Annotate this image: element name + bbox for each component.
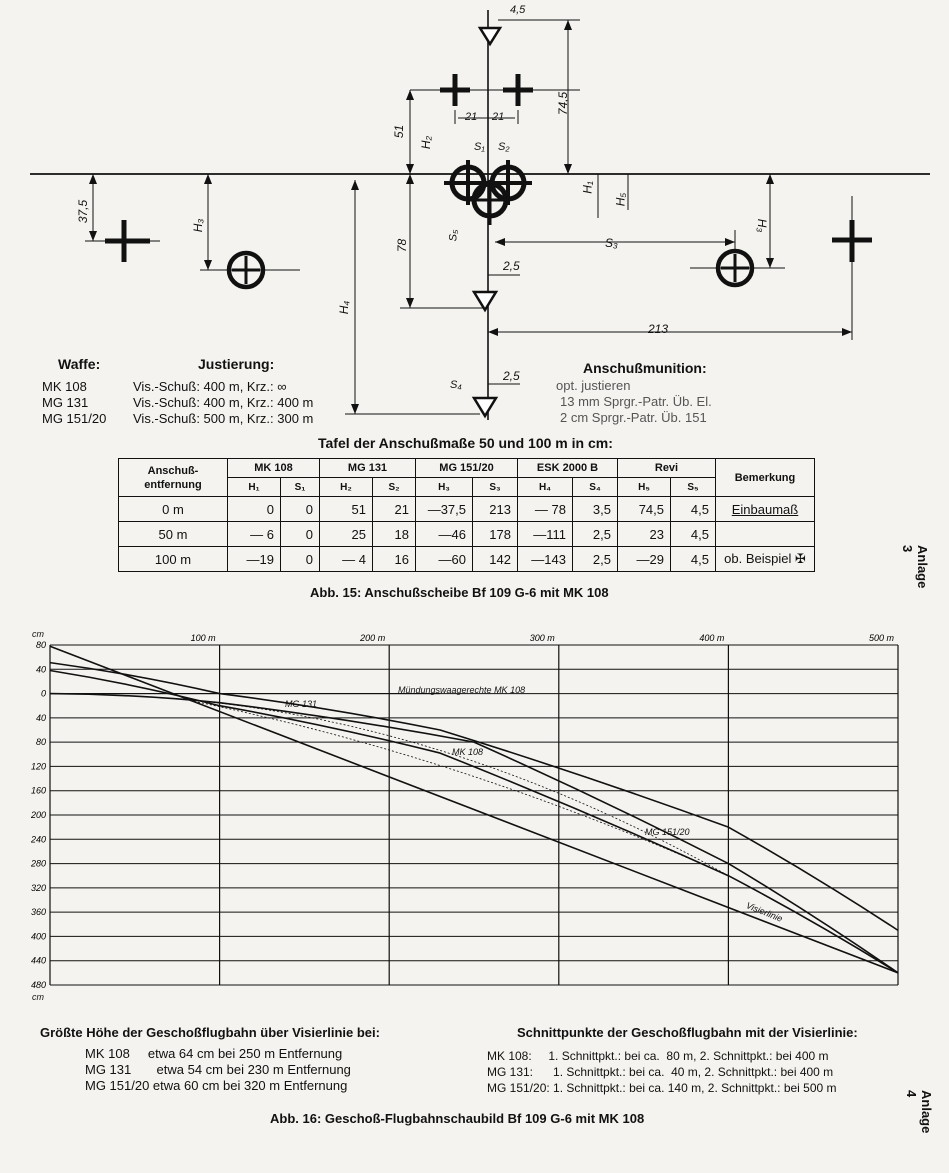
y-tick-label: 320	[30, 882, 46, 893]
crossing-item: MG 151/20: 1. Schnittpkt.: bei ca. 140 m, 2. Schnittpkt.: bei 500 m	[487, 1081, 837, 1095]
cell: 21	[373, 497, 416, 522]
table-title: Tafel der Anschußmaße 50 und 100 m in cm:	[318, 435, 613, 451]
subhead: H₂	[320, 478, 373, 497]
adjustment-item: Vis.-Schuß: 400 m, Krz.: 400 m	[133, 395, 314, 410]
x-tick-label: 400 m	[699, 633, 725, 643]
subhead: S₁	[281, 478, 320, 497]
cell: 2,5	[573, 547, 618, 572]
label-mg131: MG 131	[285, 699, 318, 709]
cell: —46	[416, 522, 473, 547]
anlage-4: Anlage 4	[904, 1090, 934, 1134]
row-remark	[716, 522, 815, 547]
cell: 18	[373, 522, 416, 547]
cell: 16	[373, 547, 416, 572]
y-tick-label: 400	[30, 931, 46, 942]
cell: —37,5	[416, 497, 473, 522]
weapon-item: MG 131	[42, 395, 89, 410]
group-head: MK 108	[228, 459, 320, 478]
row-distance: 100 m	[119, 547, 228, 572]
ammo-heading: Anschußmunition:	[583, 360, 707, 376]
cell: — 6	[228, 522, 281, 547]
cell: 0	[281, 522, 320, 547]
dim-s2: S₂	[498, 141, 510, 153]
x-tick-label: 300 m	[529, 633, 555, 643]
target-diagram	[0, 0, 949, 430]
y-tick-label: 200	[30, 810, 46, 820]
group-head: MG 151/20	[416, 459, 518, 478]
table-row	[119, 497, 815, 522]
cell: 0	[281, 497, 320, 522]
dim-78: 78	[395, 238, 410, 253]
subhead: S₂	[373, 478, 416, 497]
cell: —143	[518, 547, 573, 572]
peak-item: MK 108 etwa 64 cm bei 250 m Entfernung	[85, 1046, 343, 1061]
cell: —111	[518, 522, 573, 547]
peak-item: MG 131 etwa 54 cm bei 230 m Entfernung	[85, 1062, 351, 1077]
x-tick-label: 200 m	[360, 633, 386, 643]
label-mg151: MG 151/20	[645, 827, 690, 837]
row-remark: Einbaumaß	[716, 497, 815, 522]
subhead: H₅	[618, 478, 671, 497]
dim-h1: H₁	[580, 181, 595, 194]
dim-s4: S₄	[450, 379, 462, 391]
dim-2-5-mid: 2,5	[503, 259, 520, 273]
y-tick-label: 40	[35, 664, 46, 675]
col-distance-1: Anschuß-	[147, 464, 199, 477]
cell: 4,5	[671, 497, 716, 522]
y-tick-label: 0	[40, 688, 46, 699]
cell: —60	[416, 547, 473, 572]
series-mk-108	[50, 671, 898, 973]
dim-h3-right: H₃	[755, 218, 770, 233]
series-mg-151-20	[50, 694, 898, 973]
crossing-item: MG 131: 1. Schnittpkt.: bei ca. 40 m, 2. Schnittpkt.: bei 400 m	[487, 1065, 834, 1079]
dim-74-5: 74,5	[556, 91, 571, 116]
subhead: H₁	[228, 478, 281, 497]
ammo-item: 2 cm Sprgr.-Patr. Üb. 151	[560, 410, 707, 425]
y-tick-label: 120	[30, 761, 46, 772]
dim-213: 213	[648, 322, 669, 336]
caption-15: Abb. 15: Anschußscheibe Bf 109 G-6 mit MK 108	[310, 585, 609, 600]
dim-21-right: 21	[492, 111, 505, 123]
y-tick-label: 240	[30, 834, 46, 845]
cell: 3,5	[573, 497, 618, 522]
x-tick-label: 500 m	[868, 633, 894, 643]
anlage-3: Anlage 3	[900, 545, 930, 589]
cell: 74,5	[618, 497, 671, 522]
caption-16: Abb. 16: Geschoß-Flugbahnschaubild Bf 109 G-6 mit MK 108	[270, 1111, 645, 1126]
cell: 213	[473, 497, 518, 522]
dim-51: 51	[392, 124, 407, 139]
y-tick-label: 80	[35, 737, 46, 748]
y-tick-label: 40	[35, 712, 46, 723]
col-distance-2: entfernung	[144, 478, 202, 491]
dim-h4: H₄	[337, 300, 352, 315]
dim-h5: H₅	[613, 192, 628, 207]
peak-item: MG 151/20 etwa 60 cm bei 320 m Entfernung	[85, 1078, 348, 1093]
row-distance: 0 m	[119, 497, 228, 522]
group-head: Revi	[618, 459, 716, 478]
cell: — 4	[320, 547, 373, 572]
dim-s1: S₁	[474, 141, 485, 153]
adjustment-item: Vis.-Schuß: 500 m, Krz.: 300 m	[133, 411, 314, 426]
crossing-heading: Schnittpunkte der Geschoßflugbahn mit der Visierlinie:	[517, 1025, 858, 1040]
y-tick-label: 80	[35, 640, 46, 650]
cell: 142	[473, 547, 518, 572]
cell: — 78	[518, 497, 573, 522]
dim-21-left: 21	[465, 111, 478, 123]
anschuss-table	[118, 458, 815, 572]
y-unit-top: cm	[32, 629, 44, 639]
subhead: S₄	[573, 478, 618, 497]
group-head: ESK 2000 B	[518, 459, 618, 478]
table-row	[119, 522, 815, 547]
y-tick-label: 360	[30, 907, 46, 918]
y-tick-label: 480	[30, 980, 46, 990]
dim-s3: S₃	[605, 236, 618, 250]
label-sight: Visierlinie	[744, 900, 785, 924]
cell: 0	[228, 497, 281, 522]
y-tick-label: 440	[30, 955, 46, 966]
weapon-item: MG 151/20	[42, 411, 107, 426]
y-tick-label: 280	[30, 858, 46, 869]
x-tick-label: 100 m	[190, 633, 216, 643]
dim-h3-left: H₃	[191, 218, 206, 233]
ammo-item: 13 mm Sprgr.-Patr. Üb. El.	[560, 394, 712, 409]
cell: 25	[320, 522, 373, 547]
crossing-item: MK 108: 1. Schnittpkt.: bei ca. 80 m, 2. Schnittpkt.: bei 400 m	[487, 1049, 829, 1063]
cell: 178	[473, 522, 518, 547]
cell: 4,5	[671, 522, 716, 547]
cell: 23	[618, 522, 671, 547]
trajectory-chart	[0, 625, 949, 1005]
remark-head: Bemerkung	[716, 459, 815, 497]
ammo-item: opt. justieren	[556, 378, 631, 393]
adjustment-item: Vis.-Schuß: 400 m, Krz.: ∞	[133, 379, 287, 394]
dim-2-5-low: 2,5	[503, 369, 520, 383]
row-remark: ob. Beispiel ✠	[716, 547, 815, 572]
cell: —19	[228, 547, 281, 572]
dim-4-5-top: 4,5	[510, 4, 526, 16]
peak-heading: Größte Höhe der Geschoßflugbahn über Visierlinie bei:	[40, 1025, 380, 1040]
y-unit-bottom: cm	[32, 992, 44, 1002]
cell: 51	[320, 497, 373, 522]
y-tick-label: 160	[30, 785, 46, 796]
hatched-band	[186, 700, 729, 876]
cell: 0	[281, 547, 320, 572]
adjustment-heading: Justierung:	[198, 356, 275, 372]
table-row	[119, 547, 815, 572]
group-head: MG 131	[320, 459, 416, 478]
weapon-item: MK 108	[42, 379, 87, 394]
subhead: H₃	[416, 478, 473, 497]
subhead: S₅	[671, 478, 716, 497]
dim-s5: S₅	[447, 229, 460, 242]
cell: 4,5	[671, 547, 716, 572]
subhead: H₄	[518, 478, 573, 497]
subhead: S₃	[473, 478, 518, 497]
label-muzzle: Mündungswaagerechte MK 108	[398, 685, 526, 695]
dim-h2: H₂	[419, 135, 434, 150]
weapon-heading: Waffe:	[58, 356, 101, 372]
row-distance: 50 m	[119, 522, 228, 547]
label-mk108: MK 108	[452, 747, 484, 757]
cell: 2,5	[573, 522, 618, 547]
cell: —29	[618, 547, 671, 572]
dim-37-5: 37,5	[76, 199, 91, 224]
